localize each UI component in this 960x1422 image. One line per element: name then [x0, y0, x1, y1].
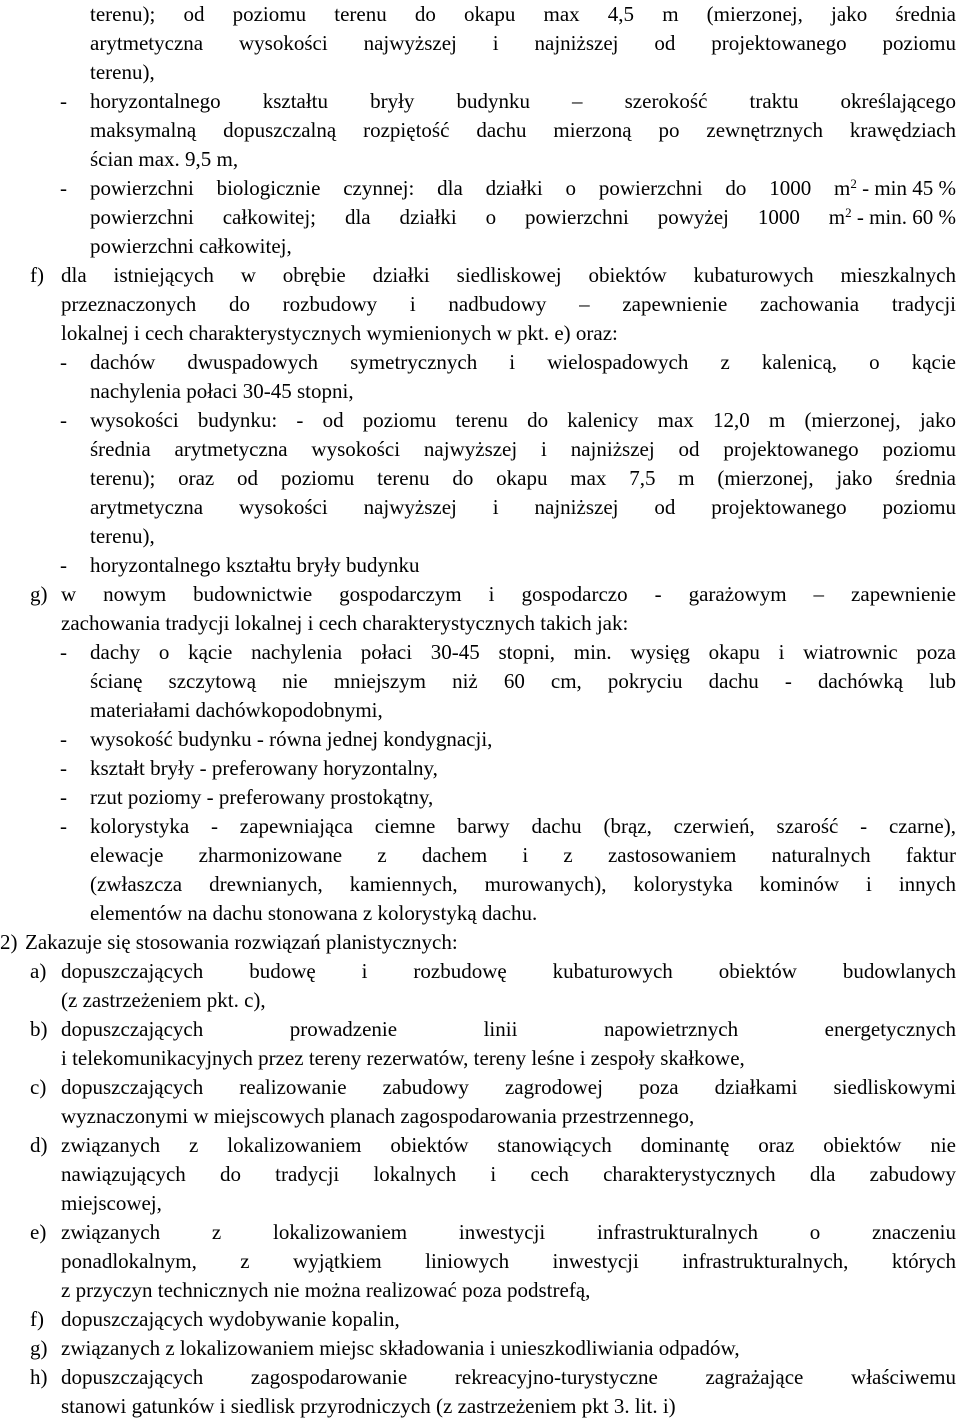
section-heading: Zakazuje się stosowania rozwiązań planistycznych: [25, 930, 458, 954]
text-run: powierzchni całkowitej; dla działki o powierzchni powyżej 1000 m [90, 205, 846, 229]
text-line: elementów na dachu stonowana z kolorystyką dachu. [90, 901, 538, 925]
text-line: elewacje zharmonizowane z dachem i z zastosowaniem naturalnych faktur [90, 843, 956, 867]
text-line: stanowi gatunków i siedlisk przyrodniczych (z zastrzeżeniem pkt 3. lit. i) [61, 1394, 676, 1418]
text-run: - min 45 % [856, 176, 956, 200]
list-marker-dash: - [60, 350, 67, 374]
text-line: wyznaczonymi w miejscowych planach zagospodarowania przestrzennego, [61, 1104, 695, 1128]
list-marker-e: e) [30, 1220, 47, 1244]
text-line: terenu), [90, 60, 155, 84]
text-line [90, 203, 956, 232]
text-line: arytmetyczna wysokości najwyższej i najniższej od projektowanego poziomu [90, 495, 956, 519]
text-line: dachów dwuspadowych symetrycznych i wielospadowych z kalenicą, o kącie [90, 350, 956, 374]
text-line: zachowania tradycji lokalnej i cech charakterystycznych takich jak: [61, 611, 629, 635]
text-line: nachylenia połaci 30-45 stopni, [90, 379, 354, 403]
list-marker-b: b) [30, 1017, 48, 1041]
list-marker-g: g) [30, 1336, 48, 1360]
text-line: terenu); od poziomu terenu do okapu max 4,5 m (mierzonej, jako średnia [90, 2, 956, 26]
text-line: dopuszczających prowadzenie linii napowietrznych energetycznych [61, 1017, 956, 1041]
list-marker-f: f) [30, 1307, 44, 1331]
list-marker-dash: - [60, 176, 67, 200]
text-line: nawiązujących do tradycji lokalnych i cech charakterystycznych dla zabudowy [61, 1162, 956, 1186]
list-marker-dash: - [60, 785, 67, 809]
text-line [90, 174, 956, 203]
text-line: terenu), [90, 524, 155, 548]
text-line: materiałami dachówkopodobnymi, [90, 698, 383, 722]
text-fragment [90, 174, 956, 203]
text-line: dachy o kącie nachylenia połaci 30-45 stopni, min. wysięg okapu i wiatrownic poza [90, 640, 956, 664]
text-line: wysokości budynku: - od poziomu terenu do kalenicy max 12,0 m (mierzonej, jako [90, 408, 956, 432]
text-run: powierzchni biologicznie czynnej: dla działki o powierzchni do 1000 m [90, 176, 851, 200]
text-line: dopuszczających zagospodarowanie rekreacyjno-turystyczne zagrażające właściwemu [61, 1365, 956, 1389]
text-line: dopuszczających budowę i rozbudowę kubaturowych obiektów budowlanych [61, 959, 956, 983]
text-line: w nowym budownictwie gospodarczym i gospodarczo - garażowym – zapewnienie [61, 582, 956, 606]
text-line: kolorystyka - zapewniająca ciemne barwy dachu (brąz, czerwień, szarość - czarne), [90, 814, 956, 838]
list-marker-h: h) [30, 1365, 48, 1389]
text-line: ścian max. 9,5 m, [90, 147, 239, 171]
text-line: dla istniejących w obrębie działki siedliskowej obiektów kubaturowych mieszkalnych [61, 263, 956, 287]
text-line: (z zastrzeżeniem pkt. c), [61, 988, 266, 1012]
list-marker-f: f) [30, 263, 44, 287]
text-line: (zwłaszcza drewnianych, kamiennych, murowanych), kolorystyka kominów i innych [90, 872, 956, 896]
text-line: przeznaczonych do rozbudowy i nadbudowy – zapewnienie zachowania tradycji [61, 292, 956, 316]
text-line: ścianę szczytową nie mniejszym niż 60 cm, pokryciu dachu - dachówką lub [90, 669, 956, 693]
text-line: związanych z lokalizowaniem miejsc składowania i unieszkodliwiania odpadów, [61, 1336, 740, 1360]
list-marker-dash: - [60, 640, 67, 664]
text-line: rzut poziomy - preferowany prostokątny, [90, 785, 434, 809]
list-marker-d: d) [30, 1133, 48, 1157]
superscript: 2 [850, 176, 857, 191]
list-marker-g: g) [30, 582, 48, 606]
text-line: dopuszczających realizowanie zabudowy zagrodowej poza działkami siedliskowymi [61, 1075, 956, 1099]
text-line: lokalnej i cech charakterystycznych wymienionych w pkt. e) oraz: [61, 321, 618, 345]
text-line: związanych z lokalizowaniem inwestycji infrastrukturalnych o znaczeniu [61, 1220, 956, 1244]
text-line: terenu); oraz od poziomu terenu do okapu max 7,5 m (mierzonej, jako średnia [90, 466, 956, 490]
list-marker-dash: - [60, 408, 67, 432]
text-line: miejscowej, [61, 1191, 162, 1215]
text-line: ponadlokalnym, z wyjątkiem liniowych inwestycji infrastrukturalnych, których [61, 1249, 956, 1273]
text-line: powierzchni całkowitej, [90, 234, 292, 258]
text-run: - min. 60 % [851, 205, 956, 229]
text-line: maksymalną dopuszczalną rozpiętość dachu mierzoną po zewnętrznych krawędziach [90, 118, 956, 142]
text-line: średnia arytmetyczna wysokości najwyższej i najniższej od projektowanego poziomu [90, 437, 956, 461]
text-line: i telekomunikacyjnych przez tereny rezerwatów, tereny leśne i zespoły skałkowe, [61, 1046, 745, 1070]
list-marker-dash: - [60, 814, 67, 838]
text-line: wysokość budynku - równa jednej kondygnacji, [90, 727, 493, 751]
list-marker-dash: - [60, 756, 67, 780]
text-line: związanych z lokalizowaniem obiektów stanowiących dominantę oraz obiektów nie [61, 1133, 956, 1157]
text-line: z przyczyn technicznych nie można realizować poza podstrefą, [61, 1278, 591, 1302]
list-marker-dash: - [60, 727, 67, 751]
list-marker-c: c) [30, 1075, 47, 1099]
list-marker-2: 2) [0, 930, 18, 954]
list-marker-dash: - [60, 553, 67, 577]
text-line: horyzontalnego kształtu bryły budynku [90, 553, 420, 577]
superscript: 2 [845, 205, 852, 220]
text-line: horyzontalnego kształtu bryły budynku – szerokość traktu określającego [90, 89, 956, 113]
text-line: dopuszczających wydobywanie kopalin, [61, 1307, 400, 1331]
list-marker-dash: - [60, 89, 67, 113]
list-marker-a: a) [30, 959, 47, 983]
text-line: kształt bryły - preferowany horyzontalny, [90, 756, 438, 780]
text-line: arytmetyczna wysokości najwyższej i najniższej od projektowanego poziomu [90, 31, 956, 55]
